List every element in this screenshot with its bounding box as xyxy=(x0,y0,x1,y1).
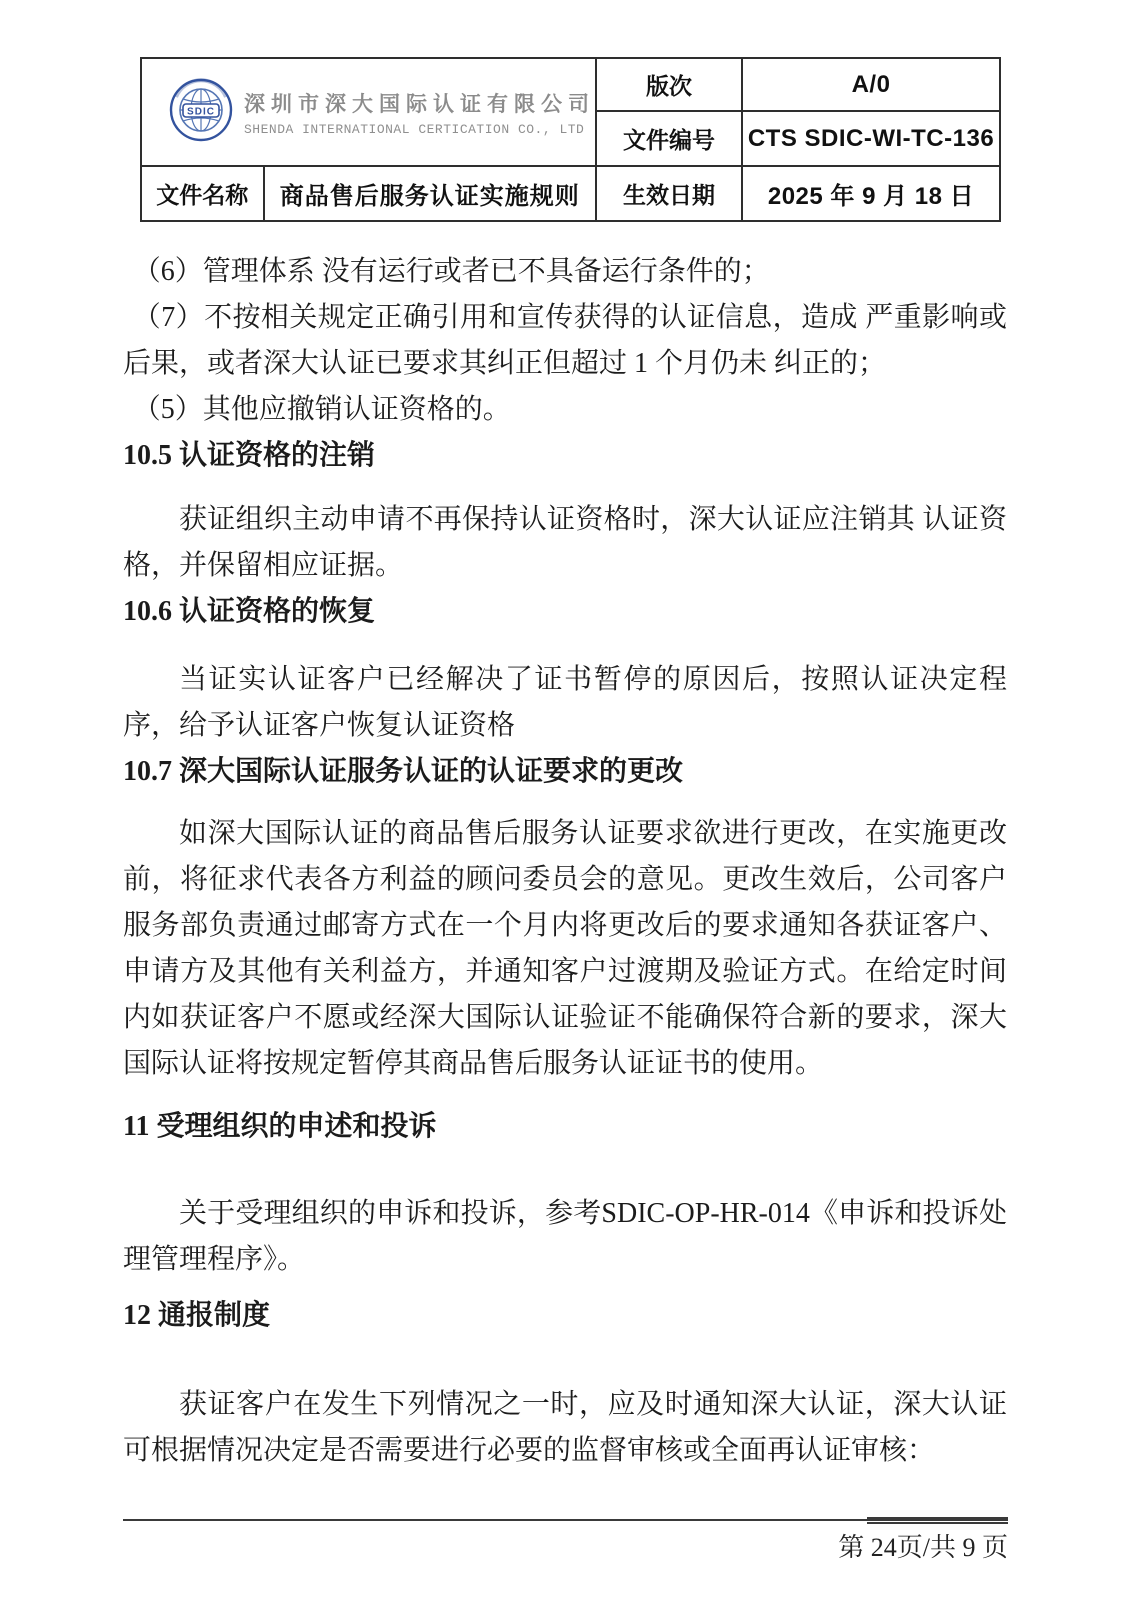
section-10-5-heading: 10.5 认证资格的注销 xyxy=(123,440,376,471)
clause-item-7: （7）不按相关规定正确引用和宣传获得的认证信息，造成 严重影响或后果，或者深大认证已要求其纠正但超过 1 个月仍未 纠正的； xyxy=(123,302,1007,379)
version-value: A/0 xyxy=(742,58,1000,111)
clause-item-5: （5）其他应撤销认证资格的。 xyxy=(132,394,511,425)
company-cell xyxy=(141,58,596,166)
section-10-6-paragraph: 当证实认证客户已经解决了证书暂停的原因后，按照认证决定程序，给予认证客户恢复认证资格 xyxy=(123,664,1007,741)
section-10-7-paragraph: 如深大国际认证的商品售后服务认证要求欲进行更改，在实施更改前，将征求代表各方利益的顾问委员会的意见。更改生效后，公司客户服务部负责通过邮寄方式在一个月内将更改后的要求通知各获证客户、申请方及其他有关利益方，并通知客户过渡期及验证方式。在给定时间内如获证客户不愿或经深大国际认证验证不能确保符合新的要求，深大国际认证将按规定暂停其商品售后服务认证证书的使用。 xyxy=(123,818,1007,1079)
doc-name-label: 文件名称 xyxy=(141,166,264,221)
section-10-6-heading: 10.6 认证资格的恢复 xyxy=(123,596,376,627)
doc-number-value: CTS SDIC-WI-TC-136 xyxy=(742,111,1000,166)
section-12-heading: 12 通报制度 xyxy=(123,1300,271,1331)
section-10-7-heading: 10.7 深大国际认证服务认证的认证要求的更改 xyxy=(123,756,684,787)
version-label: 版次 xyxy=(596,58,742,111)
document-header-table xyxy=(140,57,1001,222)
effective-date-value: 2025 年 9 月 18 日 xyxy=(742,166,1000,221)
section-11-paragraph: 关于受理组织的申诉和投诉，参考SDIC-OP-HR-014《申诉和投诉处理管理程序》。 xyxy=(123,1198,1007,1275)
document-body xyxy=(123,249,1007,1474)
section-12-paragraph: 获证客户在发生下列情况之一时，应及时通知深大认证，深大认证可根据情况决定是否需要进行必要的监督审核或全面再认证审核： xyxy=(123,1389,1007,1466)
doc-name-value: 商品售后服务认证实施规则 xyxy=(264,166,596,221)
company-name-cn: 深圳市深大国际认证有限公司 xyxy=(244,91,595,116)
clause-item-6: （6）管理体系 没有运行或者已不具备运行条件的； xyxy=(132,256,770,287)
effective-date-label: 生效日期 xyxy=(596,166,742,221)
section-10-5-paragraph: 获证组织主动申请不再保持认证资格时，深大认证应注销其 认证资格，并保留相应证据。 xyxy=(123,504,1007,581)
page-number: 第 24页/共 9 页 xyxy=(838,1533,1008,1562)
logo-text: SDIC xyxy=(187,106,215,117)
footer-divider-double xyxy=(867,1517,1008,1524)
doc-number-label: 文件编号 xyxy=(596,111,742,166)
section-11-heading: 11 受理组织的申述和投诉 xyxy=(123,1111,437,1142)
company-logo-icon xyxy=(168,75,234,150)
company-name-en: SHENDA INTERNATIONAL CERTICATION CO., LTD xyxy=(244,121,585,137)
